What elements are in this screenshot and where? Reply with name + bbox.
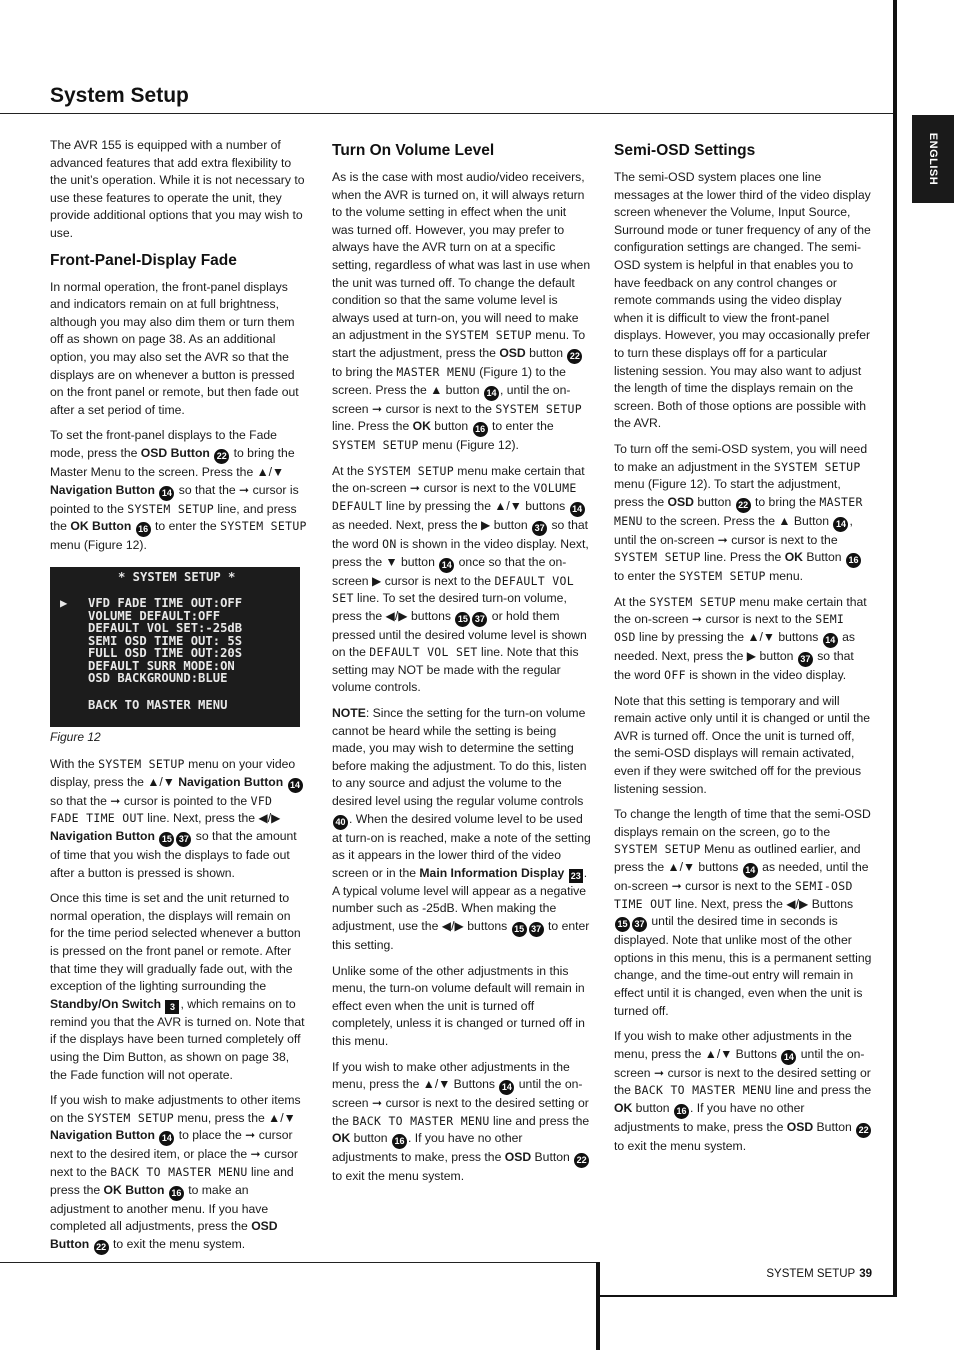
semi-osd-paragraph-1: The semi-OSD system places one line messages at the lower third of the video display screen whenever the Volume, Input Source, Surround mode or tuner frequency of any of the configuration settings are changed. The semi-OSD system is helpful in that enables you to have feedback on any control changes or remote commands using the video display when it is difficult to view the front-panel displays. However, you may occasionally prefer to turn these displays off for a particular listening session. You may also want to adjust the length of time the displays remain on the screen. Both of those options are possible with the AVR. [614, 170, 871, 431]
osd-menu-row: VOLUME DEFAULT:OFF [88, 608, 221, 623]
callout-number: 16 [473, 422, 488, 437]
callout-number: 14 [439, 558, 454, 573]
osd-menu-row: DEFAULT SURR MODE:ON [88, 658, 235, 673]
callout-number: 22 [574, 1153, 589, 1168]
callout-number: 14 [833, 517, 848, 532]
osd-menu-row: VFD FADE TIME OUT:OFF [88, 596, 243, 611]
semi-osd-paragraph-2: To turn off the semi-OSD system, you will need to make an adjustment in the SYSTEM SETUP menu (Figure 12). To start the adjustment, press the OSD button 22 to bring the MASTER MENU to the screen. Press the ▲ Button 14 , until the on-screen ➞ cursor is next to the SYSTEM SETUP line. Press the OK Button 16 to enter the SYSTEM SETUP menu. [614, 441, 868, 584]
header-rule [0, 113, 897, 114]
fade-paragraph-2: To set the front-panel displays to the Fade mode, press the OSD Button 22 to bring the Master Menu to the screen. Press the ▲/▼ Navigation Button 14 so that the ➞ cursor is pointed to the SYSTEM SETUP line, and press the OK Button 16 to enter the SYSTEM SETUP menu (Figure 12). [50, 428, 307, 553]
callout-number: 22 [214, 449, 229, 464]
volume-paragraph-4: Unlike some of the other adjustments in this menu, the turn-on volume default will remain in effect even when the unit is turned off completely, unless it is changed or turned off in this menu. [332, 963, 585, 1048]
callout-number: 16 [169, 1186, 184, 1201]
callout-number: 14 [743, 863, 758, 878]
osd-menu-header: * SYSTEM SETUP * [118, 569, 236, 584]
callout-number: 14 [823, 633, 838, 648]
volume-paragraph-1: As is the case with most audio/video receivers, when the AVR is turned on, it will always return to the volume setting in effect when the unit was turned off. However, you may prefer to always have the AVR turn on at a specific setting, regardless of what was last in use when the unit was turned off. To change the default condition so that the same volume level is always used at turn-on, you will need to make an adjustment in the SYSTEM SETUP menu. To start the adjustment, press the OSD button 22 to bring the MASTER MENU (Figure 1) to the screen. Press the ▲ button 14 , until the on-screen ➞ cursor is next to the SYSTEM SETUP line. Press the OK button 16 to enter the SYSTEM SETUP menu (Figure 12). [332, 170, 591, 453]
footer-vertical-bar [596, 1262, 600, 1350]
semi-osd-paragraph-6: If you wish to make other adjustments in the menu, press the ▲/▼ Buttons 14 until the on-screen ➞ cursor is next to the desired setting or the BACK TO MASTER MENU line and press the OK button 16 . If you have no other adjustments to make, press the OSD Button 22 to exit the menu system. [614, 1029, 872, 1153]
osd-menu-row: FULL OSD TIME OUT:20S [88, 646, 243, 661]
callout-number: 37 [176, 832, 191, 847]
semi-osd-paragraph-5: To change the length of time that the semi-OSD displays remain on the screen, go to the SYSTEM SETUP Menu as outlined earlier, and press the ▲/▼ buttons 14 as needed, until the on-screen ➞ cursor is next to the SEMI-OSD TIME OUT line. Next, press the ◀/▶ Buttons 15 37 until the desired time in seconds is displayed. Note that unlike most of the other options in this menu, this is a permanent setting change, and the time-out entry will remain in effect until it is changed, even when the unit is turned off. [614, 807, 872, 1018]
callout-number: 16 [136, 522, 151, 537]
callout-number: 3 [165, 1000, 179, 1014]
intro-paragraph: The AVR 155 is equipped with a number of advanced features that add extra flexibility to the unit’s operation. While it is not necessary to use these features to operate the unit, they provide additional options that you may wish to use. [50, 138, 305, 240]
callout-number: 14 [570, 502, 585, 517]
osd-cursor-icon: ▶ [60, 596, 68, 611]
footer-bottom-line [600, 1295, 897, 1297]
osd-menu-row: SEMI OSD TIME OUT: 5S [88, 633, 243, 648]
callout-number: 14 [499, 1080, 514, 1095]
callout-number: 15 [455, 612, 470, 627]
osd-menu-row: OSD BACKGROUND:BLUE [88, 671, 228, 686]
page-number: 39 [859, 1268, 872, 1280]
callout-number: 14 [288, 778, 303, 793]
heading-front-panel-display-fade: Front-Panel-Display Fade [50, 251, 237, 269]
callout-number: 22 [94, 1240, 109, 1255]
fade-paragraph-1: In normal operation, the front-panel displays and indicators remain on at full brightness, although you may also dim them or turn them off as shown on page 38. As an additional option, you may also set the AVR so that the displays are on whenever a button is pressed on the front panel or remote, but then fade out after a set period of time. [50, 279, 299, 417]
page-footer [700, 1268, 872, 1280]
osd-back-to-master-menu: BACK TO MASTER MENU [88, 697, 228, 712]
semi-osd-paragraph-4: Note that this setting is temporary and will remain active only until it is changed or until the AVR is turned off. Once the unit is turned off, the semi-OSD displays will remain activated, even if they were switched off for the previous listening session. [614, 693, 871, 796]
column-1 [50, 137, 308, 1263]
right-margin-bar [893, 0, 897, 1295]
callout-number: 14 [159, 1131, 174, 1146]
column-3 [614, 137, 873, 1164]
callout-number: 16 [392, 1134, 407, 1149]
volume-paragraph-2: At the SYSTEM SETUP menu make certain that the on-screen ➞ cursor is next to the VOLUME DEFAULT line by pressing the ▲/▼ buttons 14 as needed. Next, press the ▶ button 37 so that the word ON is shown in the video display. Next, press the ▼ button 14 once so that the on-screen ▶ cursor is next to the DEFAULT VOL SET line. To set the desired turn-on volume, press the ◀/▶ buttons 15 37 or hold them pressed until the desired volume level is shown on the DEFAULT VOL SET line. Note that this setting may NOT be made with the regular volume controls. [332, 463, 589, 695]
callout-number: 14 [159, 486, 174, 501]
fade-paragraph-4: Once this time is set and the unit returned to normal operation, the displays will remain on for the time period selected whenever a button is pressed on the front panel or remote. After that time they will gradually fade out, with the exception of the lighting surrounding the Standby/On Switch 3 , which remains on to remind you that the AVR is turned on. Note that if the displays have been turned completely off using the Dim Button, as shown on page 38, the Fade function will not operate. [50, 891, 305, 1082]
language-tab [912, 115, 954, 203]
callout-number: 22 [567, 349, 582, 364]
callout-number: 22 [856, 1123, 871, 1138]
callout-number: 23 [570, 870, 581, 881]
callout-number: 22 [736, 498, 751, 513]
osd-menu-row: DEFAULT VOL SET:-25dB [88, 621, 243, 636]
figure-caption: Figure 12 [50, 729, 101, 744]
figure-12-osd-screen [50, 567, 300, 727]
callout-number: 15 [615, 917, 630, 932]
semi-osd-paragraph-3: At the SYSTEM SETUP menu make certain that the on-screen ➞ cursor is next to the SEMI OSD line by pressing the ▲/▼ buttons 14 as needed. Next, press the ▶ button 37 so that the word OFF is shown in the video display. [614, 594, 867, 683]
callout-number: 37 [532, 521, 547, 536]
volume-note-paragraph: NOTE: Since the setting for the turn-on volume cannot be heard while the setting is being made, you may wish to determine the setting before making the adjustment. To do this, listen to any source and adjust the volume to the desired level using the regular volume controls 40 . When the desired volume level to be used at turn-on is reached, make a note of the setting as it appears in the lower third of the video screen or in the Main Information Display 23 . A typical volume level will appear as a negative number such as -25dB. When making the adjustment, use the ◀/▶ buttons 15 37 to enter this setting. [332, 706, 591, 952]
fade-paragraph-5: If you wish to make adjustments to other items on the SYSTEM SETUP menu, press the ▲/▼ Navigation Button 14 to place the ➞ cursor next to the desired item, or place the ➞ cursor next to the BACK TO MASTER MENU line and press the OK Button 16 to make an adjustment to another menu. If you have completed all adjustments, press the OSD Button 22 to exit the menu system. [50, 1092, 308, 1255]
callout-number: 37 [472, 612, 487, 627]
language-tab-label: ENGLISH [927, 132, 939, 186]
footer-section-label: SYSTEM SETUP [766, 1268, 856, 1280]
heading-turn-on-volume-level: Turn On Volume Level [332, 142, 495, 159]
callout-number: 40 [333, 815, 348, 830]
callout-number: 15 [512, 922, 527, 937]
heading-semi-osd-settings: Semi-OSD Settings [614, 142, 756, 159]
column-2 [332, 137, 591, 1194]
callout-number: 14 [484, 386, 499, 401]
page-title: System Setup [50, 84, 189, 107]
callout-number: 37 [632, 917, 647, 932]
footer-rule [0, 1262, 599, 1263]
callout-number: 16 [846, 553, 861, 568]
volume-paragraph-5: If you wish to make other adjustments in the menu, press the ▲/▼ Buttons 14 until the on-screen ➞ cursor is next to the desired setting or the BACK TO MASTER MENU line and press the OK button 16 . If you have no other adjustments to make, press the OSD Button 22 to exit the menu system. [332, 1059, 590, 1184]
callout-number: 15 [159, 832, 174, 847]
callout-number: 37 [798, 652, 813, 667]
callout-number: 37 [529, 922, 544, 937]
callout-number: 16 [674, 1104, 689, 1119]
fade-paragraph-3: With the SYSTEM SETUP menu on your video display, press the ▲/▼ Navigation Button 14 so that the ➞ cursor is pointed to the VFD FADE TIME OUT line. Next, press the ◀/▶ Navigation Button 15 37 so that the amount of time that you wish the displays to fade out after a button is pressed is shown. [50, 756, 308, 882]
callout-number: 14 [781, 1050, 796, 1065]
